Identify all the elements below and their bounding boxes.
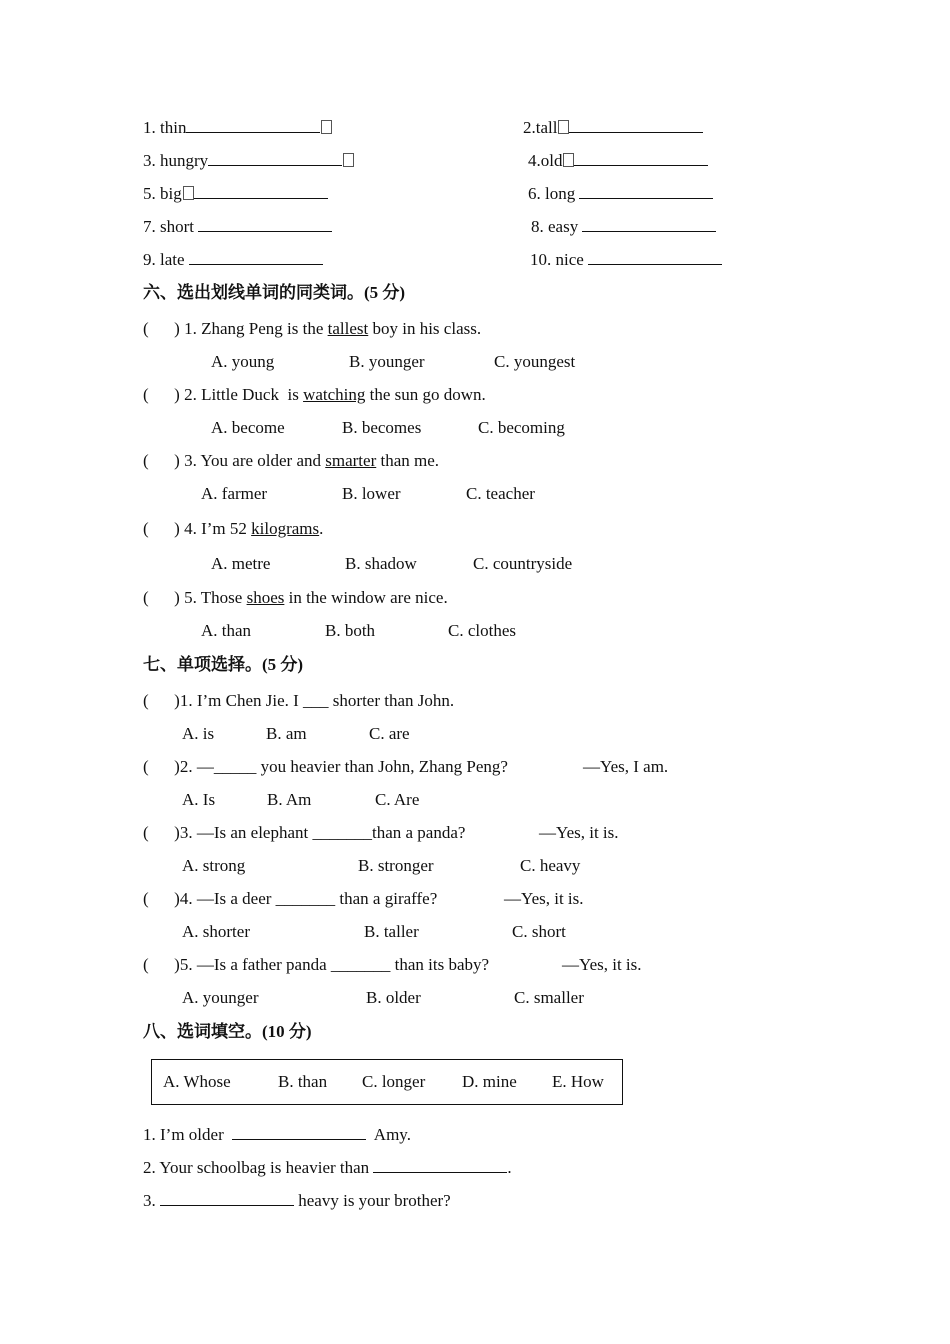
answer-paren[interactable]: ( ) [143, 588, 180, 607]
s7-option-b: B. taller [364, 922, 419, 941]
word-item-7: 7. short [143, 216, 332, 237]
word-item-1: 1. thin [143, 117, 332, 138]
answer-blank[interactable] [588, 249, 722, 265]
s7-option-a: A. Is [182, 790, 216, 809]
s6-option-a: A. young [211, 352, 275, 371]
s7-option-a: A. is [182, 724, 215, 743]
section6-title: 六、选出划线单词的同类词。(5 分) [143, 283, 406, 302]
section7-title: 七、单项选择。(5 分) [143, 655, 304, 674]
s7-question-2: ( )2. —_____ you heavier than John, Zhang Peng? [143, 757, 508, 776]
answer-blank[interactable] [569, 117, 703, 133]
word-item-8: 8. easy [531, 216, 716, 237]
missing-glyph-icon [563, 153, 574, 167]
s6-option-b: B. both [325, 621, 376, 640]
s7-option-b: B. stronger [358, 856, 434, 875]
fill-sentence-1: 1. I’m older Amy. [143, 1125, 411, 1144]
s7-answer-3: —Yes, it is. [539, 823, 619, 842]
answer-blank[interactable] [232, 1124, 366, 1140]
s6-question-4: ( ) 4. I’m 52 kilograms. [143, 519, 324, 538]
s7-question-1: ( )1. I’m Chen Jie. I ___ shorter than John. [143, 691, 455, 710]
s6-question-3: ( ) 3. You are older and smarter than me. [143, 451, 440, 470]
section8-title: 八、选词填空。(10 分) [143, 1022, 312, 1041]
s7-option-b: B. older [366, 988, 421, 1007]
s6-option-a: A. than [201, 621, 252, 640]
answer-paren[interactable]: ( ) [143, 889, 180, 908]
answer-blank[interactable] [194, 183, 328, 199]
choice-d: D. mine [462, 1072, 517, 1091]
answer-paren[interactable]: ( ) [143, 385, 180, 404]
answer-blank[interactable] [582, 216, 716, 232]
s6-option-c: C. becoming [478, 418, 565, 437]
word-item-9: 9. late [143, 249, 323, 270]
s7-answer-4: —Yes, it is. [504, 889, 584, 908]
s7-option-a: A. younger [182, 988, 259, 1007]
s7-question-5: ( )5. —Is a father panda _______ than its baby? [143, 955, 490, 974]
choice-b: B. than [278, 1072, 328, 1091]
word-item-5: 5. big [143, 183, 328, 204]
s7-option-b: B. am [266, 724, 307, 743]
s6-option-c: C. countryside [473, 554, 573, 573]
answer-paren[interactable]: ( ) [143, 319, 180, 338]
word-item-2: 2.tall [523, 117, 703, 138]
s7-option-c: C. are [369, 724, 410, 743]
answer-paren[interactable]: ( ) [143, 451, 180, 470]
s6-option-a: A. metre [211, 554, 271, 573]
fill-sentence-2: 2. Your schoolbag is heavier than . [143, 1158, 512, 1177]
answer-blank[interactable] [208, 150, 342, 166]
s6-option-c: C. clothes [448, 621, 516, 640]
s6-option-b: B. younger [349, 352, 425, 371]
s7-option-c: C. heavy [520, 856, 581, 875]
s6-option-a: A. become [211, 418, 285, 437]
answer-blank[interactable] [189, 249, 323, 265]
choice-c: C. longer [362, 1072, 426, 1091]
s7-question-3: ( )3. —Is an elephant _______than a panda? [143, 823, 466, 842]
word-item-4: 4.old [528, 150, 708, 171]
missing-glyph-icon [321, 120, 332, 134]
answer-paren[interactable]: ( ) [143, 823, 180, 842]
answer-blank[interactable] [160, 1190, 294, 1206]
s7-answer-2: —Yes, I am. [583, 757, 669, 776]
answer-blank[interactable] [579, 183, 713, 199]
missing-glyph-icon [558, 120, 569, 134]
missing-glyph-icon [183, 186, 194, 200]
s7-question-4: ( )4. —Is a deer _______ than a giraffe? [143, 889, 438, 908]
s7-option-b: B. Am [267, 790, 312, 809]
answer-paren[interactable]: ( ) [143, 519, 180, 538]
s6-question-1: ( ) 1. Zhang Peng is the tallest boy in his class. [143, 319, 482, 338]
fill-sentence-3: 3. heavy is your brother? [143, 1191, 451, 1210]
choice-a: A. Whose [163, 1072, 231, 1091]
s7-answer-5: —Yes, it is. [562, 955, 642, 974]
s7-option-c: C. smaller [514, 988, 584, 1007]
s6-question-2: ( ) 2. Little Duck is watching the sun go down. [143, 385, 486, 404]
answer-paren[interactable]: ( ) [143, 757, 180, 776]
word-item-6: 6. long [528, 183, 713, 204]
answer-blank[interactable] [186, 117, 320, 133]
s7-option-c: C. short [512, 922, 566, 941]
missing-glyph-icon [343, 153, 354, 167]
answer-blank[interactable] [574, 150, 708, 166]
s6-option-a: A. farmer [201, 484, 268, 503]
s6-option-b: B. lower [342, 484, 401, 503]
answer-paren[interactable]: ( ) [143, 691, 180, 710]
answer-blank[interactable] [373, 1157, 507, 1173]
s6-option-b: B. becomes [342, 418, 422, 437]
s6-option-c: C. teacher [466, 484, 535, 503]
s7-option-c: C. Are [375, 790, 420, 809]
s6-option-b: B. shadow [345, 554, 417, 573]
choice-e: E. How [552, 1072, 604, 1091]
word-item-10: 10. nice [530, 249, 722, 270]
s7-option-a: A. shorter [182, 922, 250, 941]
s6-question-5: ( ) 5. Those shoes in the window are nice. [143, 588, 448, 607]
s6-option-c: C. youngest [494, 352, 576, 371]
word-item-3: 3. hungry [143, 150, 354, 171]
answer-paren[interactable]: ( ) [143, 955, 180, 974]
answer-blank[interactable] [198, 216, 332, 232]
s7-option-a: A. strong [182, 856, 246, 875]
word-choice-box [151, 1059, 623, 1105]
